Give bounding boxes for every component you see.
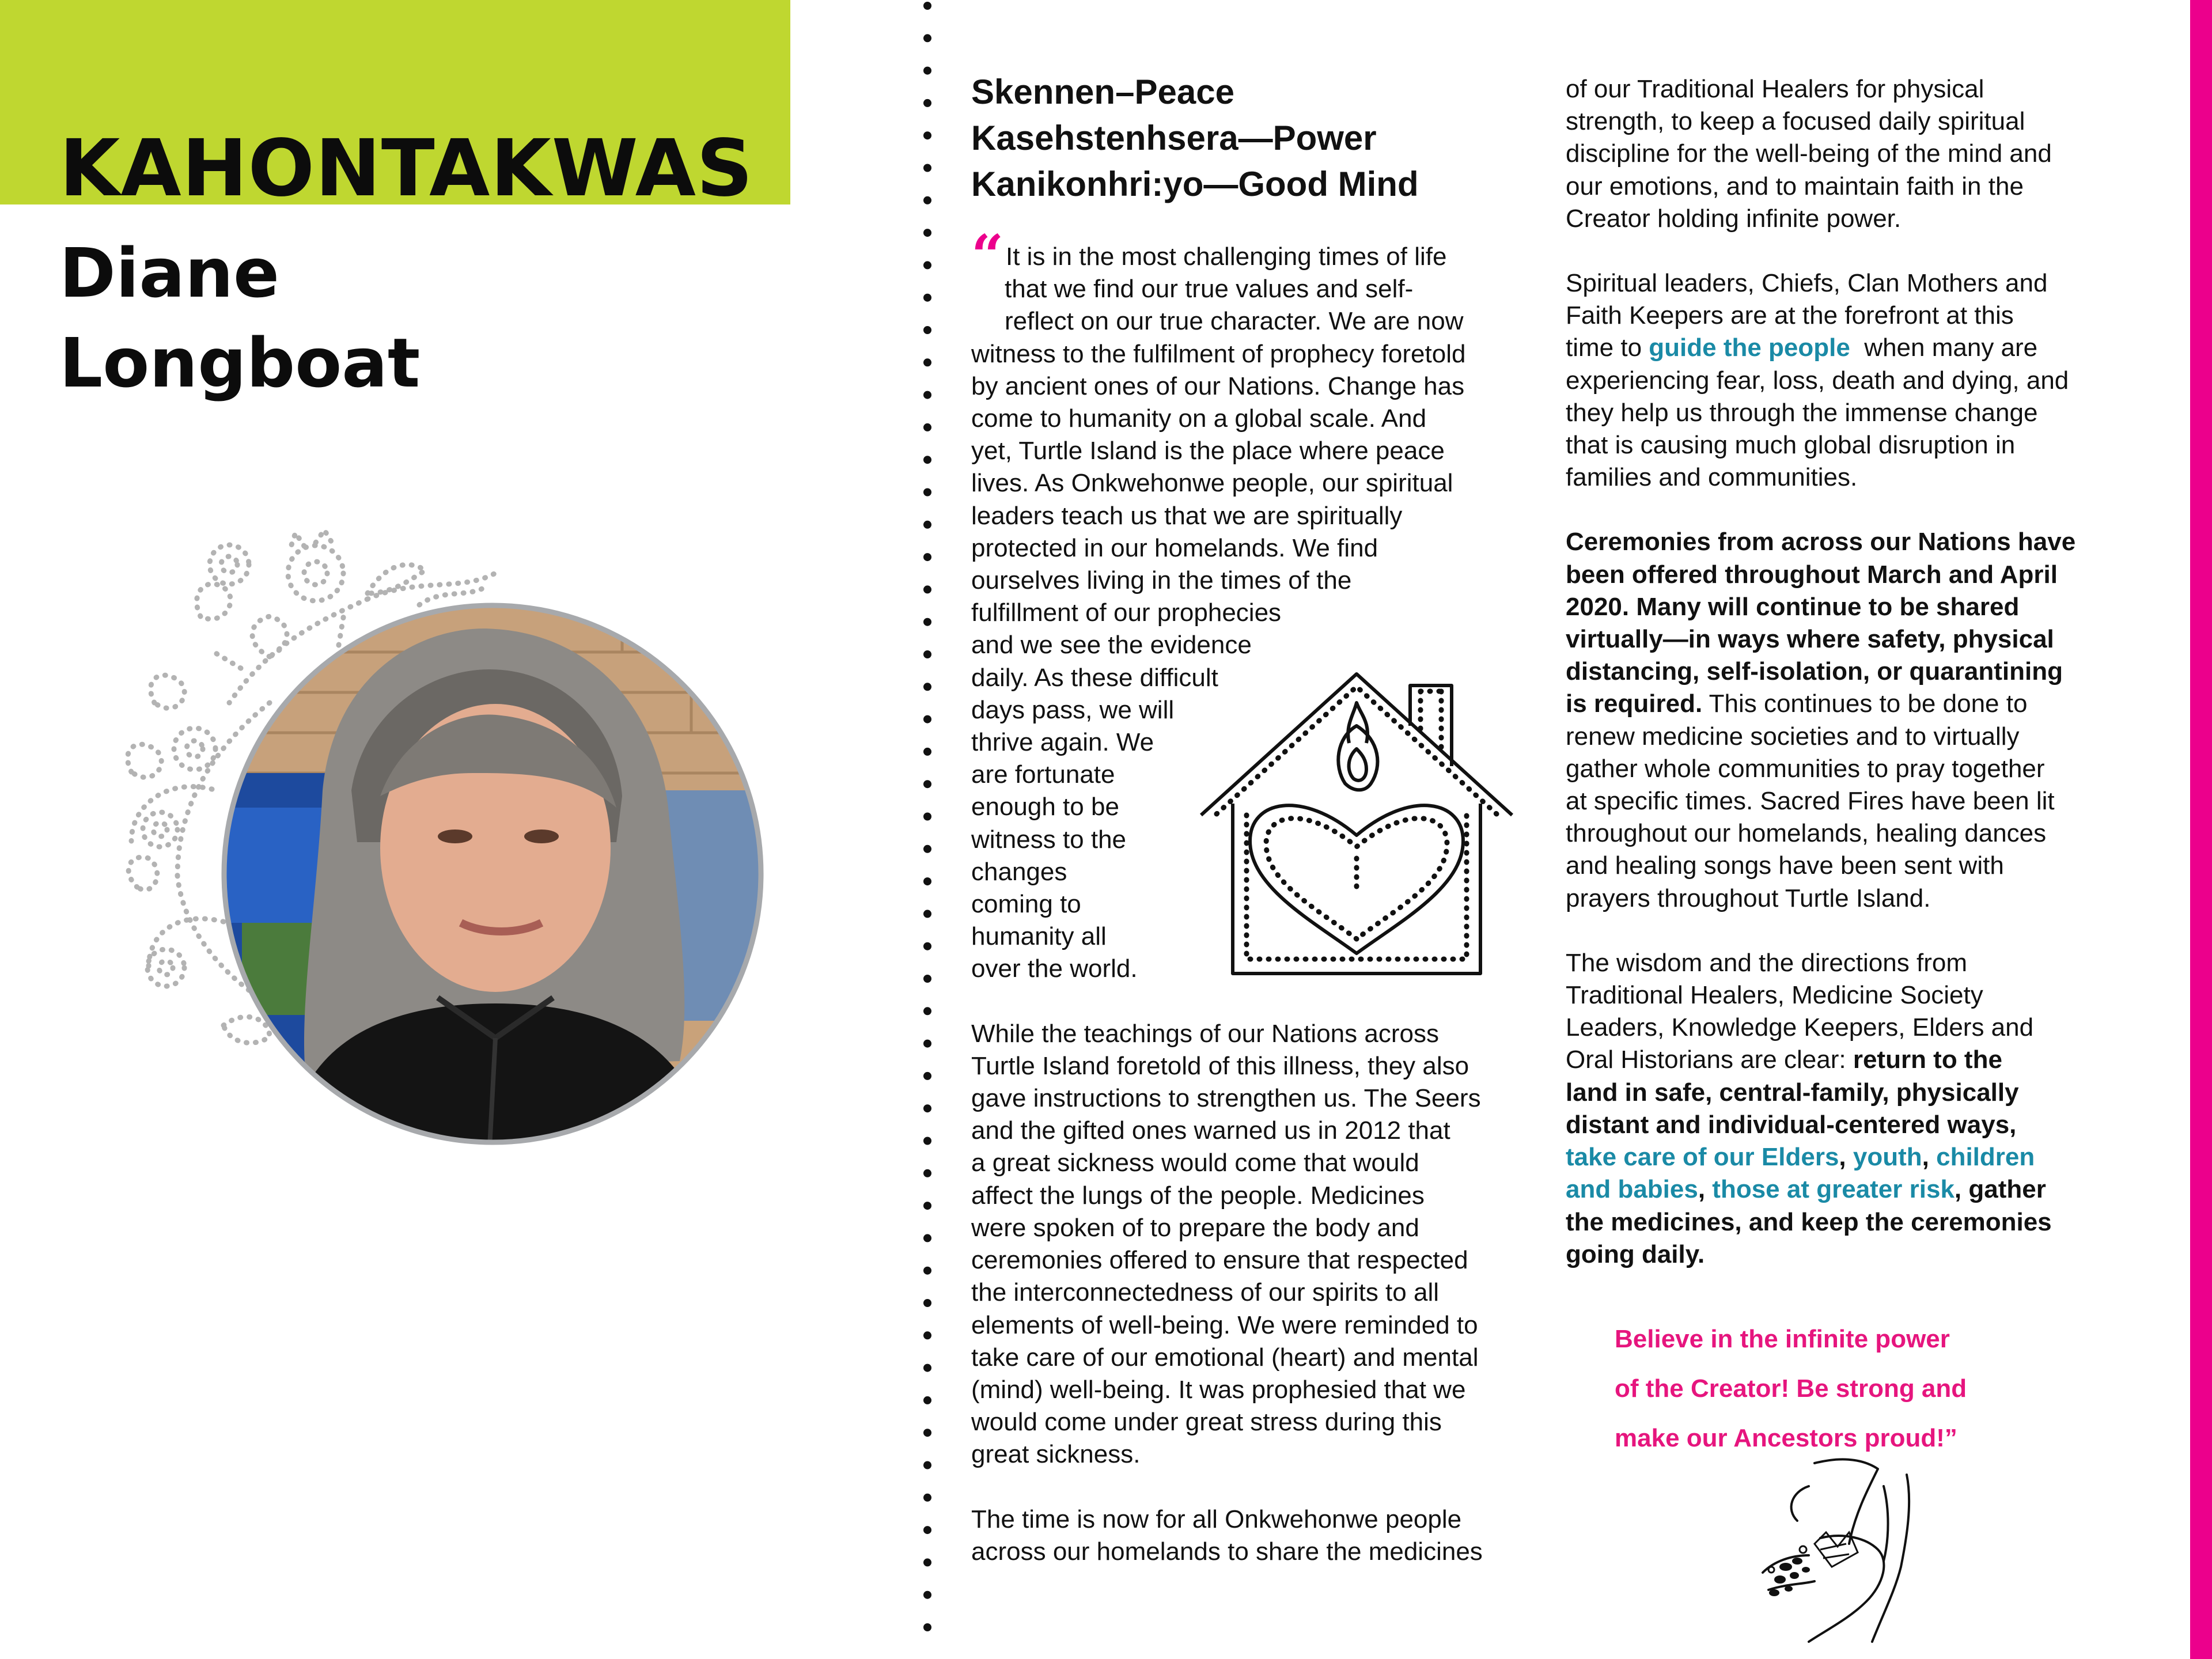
text-run: , gather <box>1954 1175 2046 1204</box>
text-run: , <box>1922 1143 1937 1172</box>
pull-quote-line: of the Creator! Be strong and <box>1615 1374 1967 1403</box>
text-line: leaders teach us that we are spiritually <box>971 501 1403 530</box>
text-line: renew medicine societies and to virtually <box>1566 722 2020 751</box>
text-line: come to humanity on a global scale. And <box>971 404 1427 433</box>
text-line: been offered throughout March and April <box>1566 560 2058 589</box>
highlight-babies: and babies <box>1566 1175 1698 1204</box>
paragraph-spiritual-leaders <box>1566 267 2147 494</box>
text-line: the interconnectedness of our spirits to all <box>971 1278 1440 1307</box>
text-line: going daily. <box>1566 1240 1705 1268</box>
text-line: discipline for the well-being of the mind and <box>1566 139 2052 168</box>
text-line: 2020. Many will continue to be shared <box>1566 592 2020 621</box>
house-with-heart-and-flame-icon <box>1198 668 1521 985</box>
text-line: over the world. <box>971 955 1138 983</box>
greeting-heading <box>971 69 1547 207</box>
page-edge-bar <box>2190 0 2212 1659</box>
text-line: at specific times. Sacred Fires have been lit <box>1566 787 2055 816</box>
heading-line-2: Kasehstenhsera—Power <box>971 119 1377 157</box>
text-line: days pass, we will <box>971 695 1175 724</box>
text-line: While the teachings of our Nations across <box>971 1019 1439 1048</box>
text-run: This continues to be done to <box>1702 690 2028 718</box>
paragraph-ceremonies <box>1566 526 2147 914</box>
highlight-children: children <box>1936 1143 2035 1172</box>
text-line: lives. As Onkwehonwe people, our spiritual <box>971 469 1453 498</box>
text-line: witness to the <box>971 825 1127 854</box>
text-line: were spoken of to prepare the body and <box>971 1213 1419 1242</box>
text-line <box>1566 688 2147 720</box>
portrait-photo <box>219 600 766 1147</box>
text-run: , <box>1698 1175 1713 1204</box>
text-line: distancing, self-isolation, or quarantining <box>1566 657 2063 686</box>
text-line: coming to <box>971 890 1081 919</box>
paragraph-share-medicines <box>971 1503 1547 1568</box>
text-line: and we see the evidence <box>971 631 1252 660</box>
text-line: Turtle Island foretold of this illness, they also <box>971 1051 1469 1080</box>
highlight-elders: take care of our Elders <box>1566 1143 1839 1172</box>
text-line <box>1566 332 2147 364</box>
text-line: that we find our true values and self- <box>1005 275 1414 304</box>
text-run: , <box>1839 1143 1853 1172</box>
text-line: strength, to keep a focused daily spiritual <box>1566 107 2025 136</box>
text-line: ourselves living in the times of the <box>971 566 1352 595</box>
text-line: a great sickness would come that would <box>971 1149 1419 1177</box>
dotted-divider <box>917 0 938 1659</box>
text-line <box>1566 1141 2147 1173</box>
highlight-guide-the-people: guide the people <box>1649 334 1850 362</box>
highlight-youth: youth <box>1853 1143 1922 1172</box>
pull-quote-line: Believe in the infinite power <box>1615 1325 1950 1353</box>
text-line: virtually—in ways where safety, physical <box>1566 625 2054 654</box>
text-line: elements of well-being. We were reminded to <box>971 1310 1478 1339</box>
paragraph-healers <box>1566 73 2147 235</box>
highlight-greater-risk: those at greater risk <box>1712 1175 1955 1204</box>
text-line: reflect on our true character. We are now <box>1005 307 1464 336</box>
person-last-name: Longboat <box>59 323 421 403</box>
text-line: humanity all <box>971 922 1107 951</box>
text-line: prayers throughout Turtle Island. <box>1566 884 1931 912</box>
text-line: affect the lungs of the people. Medicines <box>971 1181 1425 1210</box>
heading-line-3: Kanikonhri:yo—Good Mind <box>971 165 1419 203</box>
text-run: is required. <box>1566 690 1703 718</box>
text-line: Faith Keepers are at the forefront at this <box>1566 301 2014 330</box>
text-run: when many are <box>1850 334 2038 362</box>
text-line: are fortunate <box>971 760 1115 789</box>
text-line: throughout our homelands, healing dances <box>1566 819 2047 848</box>
text-line: great sickness. <box>971 1440 1141 1469</box>
text-line: that is causing much global disruption in <box>1566 431 2016 460</box>
text-line: our emotions, and to maintain faith in the <box>1566 172 2024 200</box>
text-line: Spiritual leaders, Chiefs, Clan Mothers and <box>1566 269 2048 298</box>
text-line: The wisdom and the directions from <box>1566 948 1967 977</box>
right-column <box>1566 73 2147 1271</box>
text-line: of our Traditional Healers for physical <box>1566 75 1984 103</box>
text-line: families and communities. <box>1566 463 1858 492</box>
text-line: (mind) well-being. It was prophesied that we <box>971 1375 1466 1404</box>
open-quote-mark: “ <box>971 223 1004 289</box>
pull-quote-line: make our Ancestors proud!” <box>1615 1424 1957 1452</box>
nation-name: KAHONTAKWAS <box>59 123 753 214</box>
text-line: daily. As these difficult <box>971 663 1218 692</box>
text-line: yet, Turtle Island is the place where peace <box>971 437 1445 465</box>
text-line: and the gifted ones warned us in 2012 that <box>971 1116 1450 1145</box>
text-line: The time is now for all Onkwehonwe people <box>971 1505 1462 1533</box>
text-line: distant and individual-centered ways, <box>1566 1110 2017 1139</box>
text-line: land in safe, central-family, physically <box>1566 1078 2019 1107</box>
text-line <box>1566 1044 2147 1076</box>
text-line: protected in our homelands. We find <box>971 533 1378 562</box>
pull-quote <box>1615 1315 1967 1463</box>
text-line: Traditional Healers, Medicine Society <box>1566 981 1983 1010</box>
hand-holding-medicine-icon <box>1751 1452 1936 1647</box>
text-line: gave instructions to strengthen us. The Seers <box>971 1084 1481 1113</box>
text-line: witness to the fulfilment of prophecy foretold <box>971 339 1466 368</box>
text-line: changes <box>971 857 1067 886</box>
paragraph-wisdom <box>1566 947 2147 1271</box>
text-line: enough to be <box>971 793 1119 821</box>
text-line: Ceremonies from across our Nations have <box>1566 528 2076 556</box>
text-line: Leaders, Knowledge Keepers, Elders and <box>1566 1013 2034 1042</box>
text-line: fulfillment of our prophecies <box>971 599 1282 627</box>
person-first-name: Diane <box>59 233 280 313</box>
text-line: across our homelands to share the medicines <box>971 1537 1483 1566</box>
text-run: Oral Historians are clear: <box>1566 1046 1853 1074</box>
text-line: and healing songs have been sent with <box>1566 851 2004 880</box>
text-run: return to the <box>1853 1046 2002 1074</box>
text-line: It is in the most challenging times of life <box>1006 243 1447 271</box>
text-line: they help us through the immense change <box>1566 398 2038 427</box>
text-line: by ancient ones of our Nations. Change has <box>971 372 1465 400</box>
text-line: gather whole communities to pray together <box>1566 754 2045 783</box>
person-name <box>59 228 420 408</box>
text-line: take care of our emotional (heart) and mental <box>971 1343 1479 1372</box>
text-line: thrive again. We <box>971 728 1154 757</box>
text-line: the medicines, and keep the ceremonies <box>1566 1207 2052 1236</box>
text-line: ceremonies offered to ensure that respected <box>971 1246 1468 1275</box>
text-line: Creator holding infinite power. <box>1566 204 1902 233</box>
text-line <box>1566 1173 2147 1206</box>
text-line: would come under great stress during this <box>971 1408 1442 1437</box>
text-line: experiencing fear, loss, death and dying, and <box>1566 366 2069 395</box>
text-run: time to <box>1566 334 1649 362</box>
heading-line-1: Skennen–Peace <box>971 73 1234 111</box>
paragraph-teachings <box>971 1018 1547 1471</box>
